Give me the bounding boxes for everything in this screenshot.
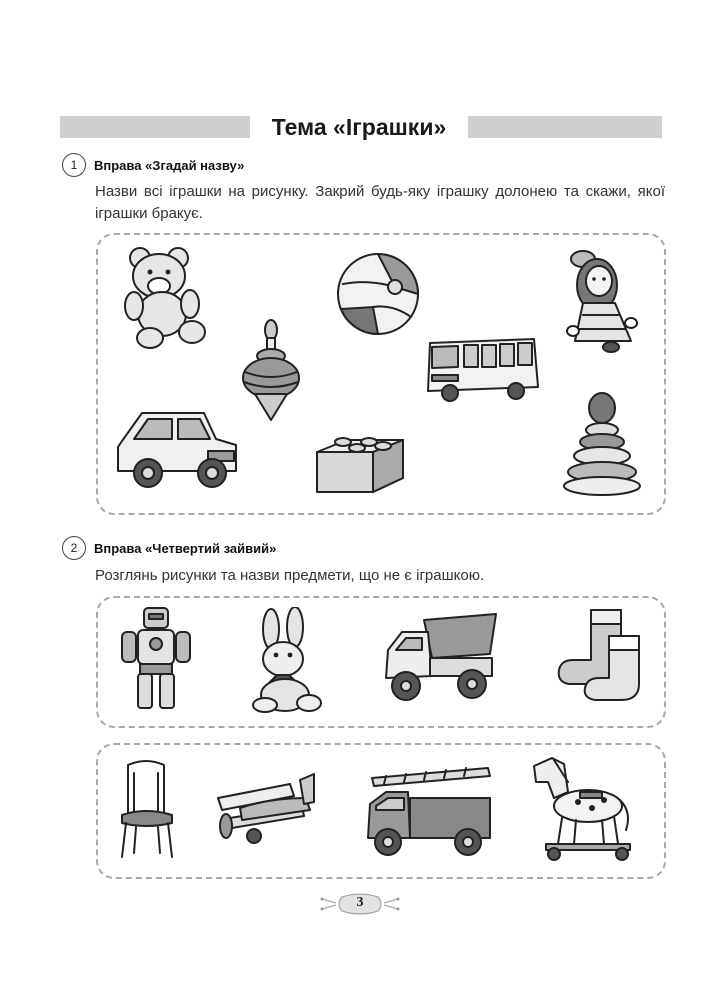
page-number: 3	[356, 895, 364, 910]
task-1-number: 1	[62, 153, 86, 177]
toy-car-icon	[112, 407, 242, 497]
beach-ball-icon	[333, 249, 423, 339]
bunny-icon	[247, 607, 327, 715]
chair-icon	[118, 757, 176, 861]
bus-icon	[424, 335, 544, 405]
task-2-title: Вправа «Четвертий зайвий»	[94, 540, 277, 556]
doll-icon	[563, 245, 643, 355]
title-stripe-right	[468, 116, 662, 138]
fire-truck-icon	[364, 764, 496, 858]
socks-icon	[551, 604, 645, 704]
stacking-pyramid-icon	[562, 392, 642, 498]
page-title: Тема «Іграшки»	[271, 114, 447, 140]
page-number-badge	[318, 891, 402, 917]
title-stripe-left	[60, 116, 250, 138]
dump-truck-icon	[380, 610, 500, 708]
building-block-icon	[313, 426, 409, 498]
topic-title-bar	[60, 113, 662, 139]
task-2-number: 2	[62, 536, 86, 560]
task-1-header	[62, 153, 244, 177]
rocking-horse-icon	[524, 752, 636, 864]
spinning-top-icon	[241, 316, 301, 426]
airplane-icon	[210, 768, 320, 848]
task-1-title: Вправа «Згадай назву»	[94, 157, 245, 173]
teddy-bear-icon	[120, 244, 215, 352]
task-2-instruction: Розглянь рисунки та назви предмети, що не є іграшкою.	[95, 567, 485, 584]
task-2-header	[62, 536, 276, 560]
task-1-instruction: Назви всі іграшки на рисунку. Закрий будь-яку іграшку долонею та скажи, якої іграшки бракує.	[95, 183, 665, 222]
robot-icon	[118, 604, 194, 716]
